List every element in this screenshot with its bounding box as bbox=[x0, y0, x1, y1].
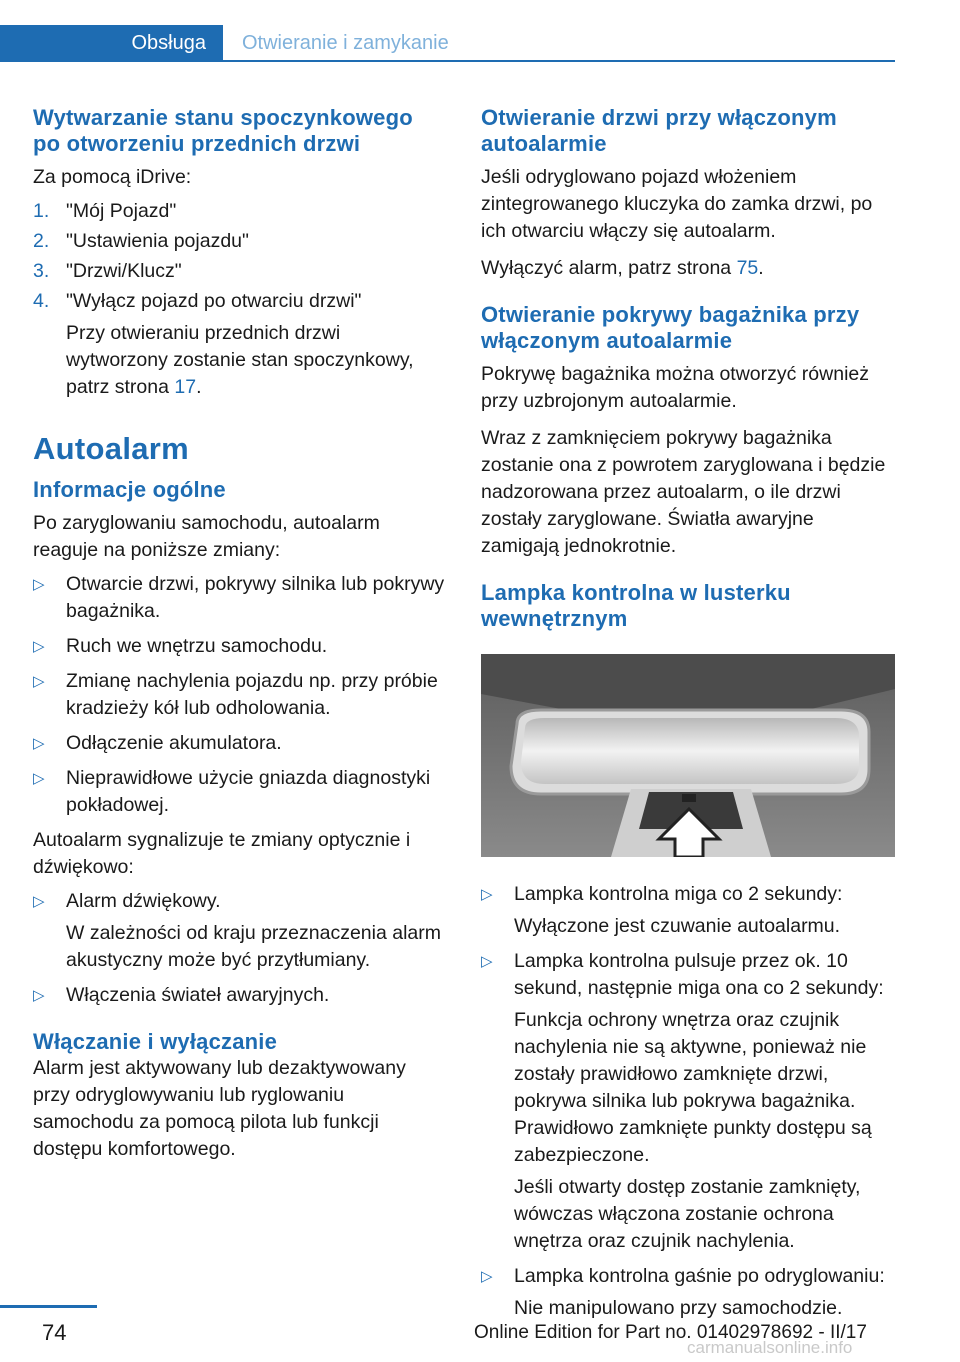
section-heading-trunk: Otwieranie pokrywy bagażnika przy włączonym autoalarmie bbox=[481, 302, 860, 353]
triangle-bullet-icon: ▷ bbox=[481, 953, 493, 970]
edition-note: Online Edition for Part no. 01402978692 - II/17 bbox=[474, 1322, 867, 1343]
triangle-bullet-icon: ▷ bbox=[33, 735, 45, 752]
list-item bbox=[33, 633, 445, 660]
step-number: 2. bbox=[33, 230, 50, 252]
step-number: 1. bbox=[33, 200, 50, 222]
section-heading-door-opening: Otwieranie drzwi przy włączonym autoalarmie bbox=[481, 105, 837, 156]
list-item-text: Nieprawidłowe użycie gniazda diagnostyki pokładowej. bbox=[66, 767, 431, 816]
list-item-note: Nie manipulowano przy samochodzie. bbox=[514, 1297, 843, 1319]
section-intro: Za pomocą iDrive: bbox=[33, 166, 192, 188]
indicator-lamp-list bbox=[481, 881, 895, 1322]
list-item-note: W zależności od kraju przeznaczenia alarm akustyczny może być przytłumiany. bbox=[66, 922, 441, 971]
list-item-note: Jeśli otwarty dostęp zostanie zamknięty, wówczas włączona zostanie ochrona wnętrza oraz czujnik nachylenia. bbox=[514, 1176, 861, 1252]
page-number: 74 bbox=[42, 1320, 67, 1345]
list-item-note: Wyłączone jest czuwanie autoalarmu. bbox=[514, 915, 841, 937]
step-text: "Ustawienia pojazdu" bbox=[66, 230, 249, 252]
page-link-75[interactable]: 75 bbox=[736, 257, 759, 279]
list-item bbox=[481, 1263, 895, 1322]
list-item bbox=[481, 881, 895, 940]
triangle-bullet-icon: ▷ bbox=[33, 638, 45, 655]
list-item bbox=[33, 765, 445, 819]
section-heading-on-off: Włączanie i wyłączanie bbox=[33, 1029, 278, 1054]
step-number: 3. bbox=[33, 260, 50, 282]
triangle-bullet-icon: ▷ bbox=[481, 1268, 493, 1285]
ref-text: Wyłączyć alarm, patrz strona bbox=[481, 257, 732, 279]
list-item bbox=[33, 888, 445, 974]
list-item bbox=[33, 982, 445, 1009]
list-item-text: Odłączenie akumulatora. bbox=[66, 732, 282, 754]
step-note-text: Przy otwieraniu przednich drzwi wytworzony zostanie stan spoczynkowy, patrz strona bbox=[66, 322, 414, 398]
page-link-17[interactable]: 17 bbox=[174, 376, 197, 398]
chapter-heading-autoalarm: Autoalarm bbox=[33, 431, 190, 466]
alarm-signals-list bbox=[33, 888, 445, 1009]
section-heading-rest-state: Wytwarzanie stanu spoczynkowego po otworzeniu przednich drzwi bbox=[33, 105, 413, 156]
list-item-text: Zmianę nachylenia pojazdu np. przy próbie kradzieży kół lub odholowania. bbox=[66, 670, 438, 719]
triangle-bullet-icon: ▷ bbox=[33, 770, 45, 787]
footer-divider bbox=[0, 1305, 97, 1308]
list-item bbox=[33, 288, 445, 401]
step-note: Przy otwieraniu przednich drzwi wytworzony zostanie stan spoczynkowy, patrz strona 17. bbox=[66, 322, 414, 398]
list-item-text: Alarm dźwiękowy. bbox=[66, 890, 221, 912]
list-item bbox=[33, 228, 445, 255]
list-item-text: Lampka kontrolna pulsuje przez ok. 10 sekund, następnie miga ona co 2 sekundy: bbox=[514, 950, 884, 999]
step-text: "Drzwi/Klucz" bbox=[66, 260, 182, 282]
triangle-bullet-icon: ▷ bbox=[33, 987, 45, 1004]
list-item-text: Otwarcie drzwi, pokrywy silnika lub pokrywy bagażnika. bbox=[66, 573, 445, 622]
step-text: "Mój Pojazd" bbox=[66, 200, 177, 222]
on-off-text: Alarm jest aktywowany lub dezaktywowany przy odryglowywaniu lub ryglowaniu samochodu za pomocą pilota lub funkcji dostępu komfortowego. bbox=[33, 1057, 406, 1160]
list-item bbox=[33, 258, 445, 285]
right-column bbox=[481, 105, 895, 1330]
header-divider bbox=[0, 60, 895, 62]
list-item bbox=[33, 198, 445, 225]
list-item-text: Lampka kontrolna gaśnie po odryglowaniu: bbox=[514, 1265, 885, 1287]
list-item bbox=[33, 668, 445, 722]
tab-otwieranie-i-zamykanie[interactable]: Otwieranie i zamykanie bbox=[242, 31, 449, 54]
alarm-changes-list bbox=[33, 571, 445, 819]
triangle-bullet-icon: ▷ bbox=[33, 893, 45, 910]
page-header bbox=[0, 0, 960, 62]
list-item-text: Ruch we wnętrzu samochodu. bbox=[66, 635, 328, 657]
left-column bbox=[33, 105, 445, 1163]
step-number: 4. bbox=[33, 290, 50, 312]
triangle-bullet-icon: ▷ bbox=[33, 576, 45, 593]
list-item bbox=[33, 571, 445, 625]
list-item bbox=[481, 948, 895, 1255]
tab-obsluga[interactable]: Obsługa bbox=[0, 25, 223, 61]
signals-intro: Autoalarm sygnalizuje te zmiany optycznie i dźwiękowo: bbox=[33, 829, 411, 878]
list-item-text: Włączenia świateł awaryjnych. bbox=[66, 984, 330, 1006]
trunk-text-2: Wraz z zamknięciem pokrywy bagażnika zostanie ona z powrotem zaryglowana i będzie nadzorowana przez autoalarm, o ile drzwi zostały zaryglowane. Światła awaryjne zamigają jednokrotnie. bbox=[481, 427, 886, 557]
trunk-text-1: Pokrywę bagażnika można otworzyć również przy uzbrojonym autoalarmie. bbox=[481, 363, 870, 412]
list-item bbox=[33, 730, 445, 757]
door-opening-ref: Wyłączyć alarm, patrz strona 75. bbox=[481, 257, 764, 279]
door-opening-text: Jeśli odryglowano pojazd włożeniem zintegrowanego kluczyka do zamka drzwi, po ich otwarciu włączy się autoalarm. bbox=[481, 166, 873, 242]
triangle-bullet-icon: ▷ bbox=[33, 673, 45, 690]
list-item-text: Lampka kontrolna miga co 2 sekundy: bbox=[514, 883, 843, 905]
list-item-note: Funkcja ochrony wnętrza oraz czujnik nachylenia nie są aktywne, ponieważ nie zostały prawidłowo zamknięte drzwi, pokrywa silnika lub pokrywa bagażnika. Prawidłowo zamknięte punkty dostępu są zabezpieczone. bbox=[514, 1009, 872, 1166]
rearview-mirror-photo bbox=[481, 654, 895, 857]
idrive-steps-list bbox=[33, 198, 445, 401]
section-intro: Po zaryglowaniu samochodu, autoalarm reaguje na poniższe zmiany: bbox=[33, 512, 380, 561]
section-heading-general-info: Informacje ogólne bbox=[33, 477, 226, 502]
watermark: carmanualsonline.info bbox=[687, 1338, 853, 1357]
section-heading-indicator-lamp: Lampka kontrolna w lusterku wewnętrznym bbox=[481, 580, 791, 631]
step-text: "Wyłącz pojazd po otwarciu drzwi" bbox=[66, 290, 362, 312]
triangle-bullet-icon: ▷ bbox=[481, 886, 493, 903]
